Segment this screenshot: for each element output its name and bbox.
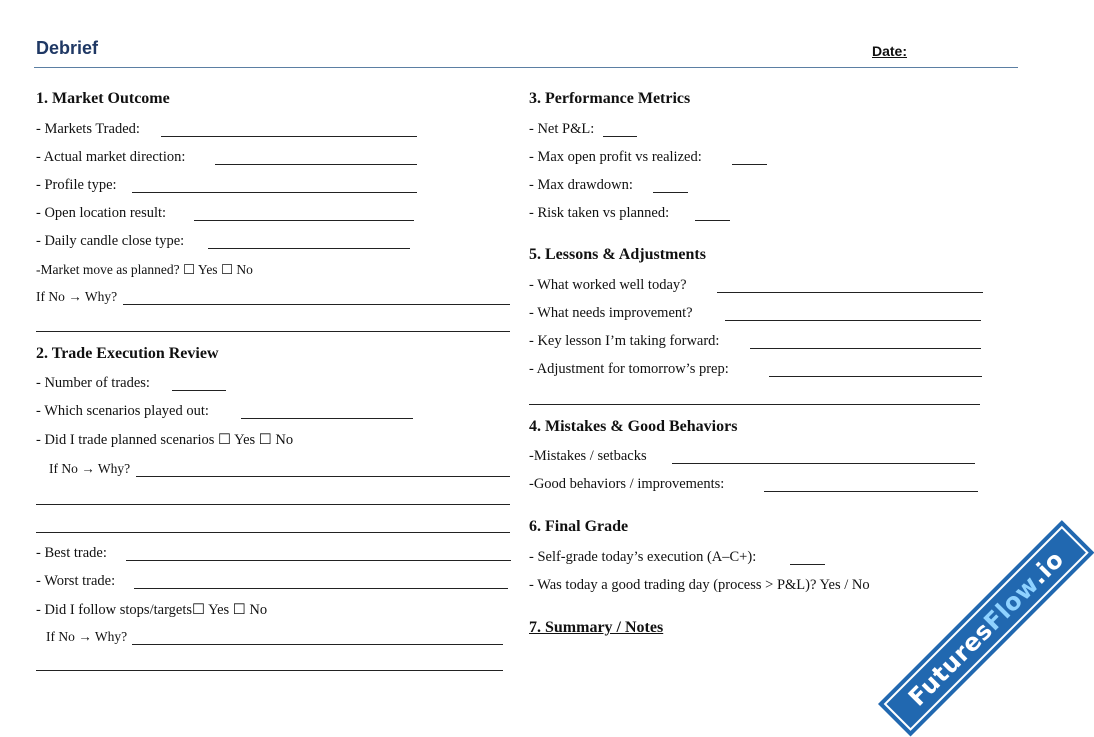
section-heading: 3. Performance Metrics bbox=[529, 90, 691, 107]
why-label: If No → Why? bbox=[36, 289, 118, 304]
why-field-continued[interactable] bbox=[36, 670, 503, 671]
watermark-ribbon bbox=[878, 545, 1070, 731]
profile-type-label: - Profile type: bbox=[36, 177, 117, 193]
daily-candle-field[interactable] bbox=[208, 248, 410, 249]
why-label: If No → Why? bbox=[49, 461, 131, 476]
section-heading: 4. Mistakes & Good Behaviors bbox=[529, 418, 738, 435]
markets-traded-field[interactable] bbox=[161, 136, 417, 137]
adjustment-label: - Adjustment for tomorrow’s prep: bbox=[529, 361, 729, 377]
market-move-planned-question[interactable]: -Market move as planned? ☐ Yes ☐ No bbox=[36, 262, 253, 277]
mistakes-field[interactable] bbox=[672, 463, 975, 464]
mistakes-label: -Mistakes / setbacks bbox=[529, 448, 647, 464]
market-direction-field[interactable] bbox=[215, 164, 417, 165]
key-lesson-label: - Key lesson I’m taking forward: bbox=[529, 333, 720, 349]
worst-trade-field[interactable] bbox=[134, 588, 508, 589]
max-open-profit-label: - Max open profit vs realized: bbox=[529, 149, 702, 165]
key-lesson-field[interactable] bbox=[750, 348, 981, 349]
date-label: Date: bbox=[872, 43, 908, 59]
needs-improvement-label: - What needs improvement? bbox=[529, 305, 693, 321]
net-pnl-label: - Net P&L: bbox=[529, 121, 595, 137]
why-field-continued[interactable] bbox=[36, 504, 510, 505]
daily-candle-label: - Daily candle close type: bbox=[36, 233, 185, 249]
good-behaviors-field[interactable] bbox=[764, 491, 978, 492]
open-location-field[interactable] bbox=[194, 220, 414, 221]
profile-type-field[interactable] bbox=[132, 192, 417, 193]
why-label: If No → Why? bbox=[46, 629, 128, 644]
section-heading: 7. Summary / Notes bbox=[529, 619, 664, 636]
why-field-continued[interactable] bbox=[36, 331, 510, 332]
section-heading: 1. Market Outcome bbox=[36, 90, 170, 107]
worked-well-label: - What worked well today? bbox=[529, 277, 687, 293]
number-of-trades-label: - Number of trades: bbox=[36, 375, 150, 391]
number-of-trades-field[interactable] bbox=[172, 390, 226, 391]
worked-well-field[interactable] bbox=[717, 292, 983, 293]
net-pnl-field[interactable] bbox=[603, 136, 637, 137]
scenarios-played-field[interactable] bbox=[241, 418, 413, 419]
good-trading-day-question[interactable]: - Was today a good trading day (process > P&L)? Yes / No bbox=[529, 577, 870, 593]
page-title: Debrief bbox=[36, 38, 99, 58]
adjustment-field[interactable] bbox=[769, 376, 982, 377]
needs-improvement-field[interactable] bbox=[725, 320, 981, 321]
markets-traded-label: - Markets Traded: bbox=[36, 121, 140, 137]
max-open-profit-field[interactable] bbox=[732, 164, 767, 165]
watermark-text: Futures Flow .io bbox=[902, 545, 1070, 712]
scenarios-played-label: - Which scenarios played out: bbox=[36, 403, 209, 419]
max-drawdown-field[interactable] bbox=[653, 192, 688, 193]
adjustment-field-continued[interactable] bbox=[529, 404, 980, 405]
planned-scenarios-question[interactable]: - Did I trade planned scenarios ☐ Yes ☐ No bbox=[36, 432, 294, 448]
good-behaviors-label: -Good behaviors / improvements: bbox=[529, 476, 725, 492]
section-heading: 5. Lessons & Adjustments bbox=[529, 246, 706, 263]
why-field[interactable] bbox=[132, 644, 503, 645]
section-heading: 2. Trade Execution Review bbox=[36, 345, 219, 362]
why-field-continued[interactable] bbox=[36, 532, 510, 533]
stops-targets-question[interactable]: - Did I follow stops/targets☐ Yes ☐ No bbox=[36, 602, 268, 618]
max-drawdown-label: - Max drawdown: bbox=[529, 177, 633, 193]
worst-trade-label: - Worst trade: bbox=[36, 573, 116, 589]
market-direction-label: - Actual market direction: bbox=[36, 149, 186, 165]
best-trade-label: - Best trade: bbox=[36, 545, 107, 561]
header-divider bbox=[34, 67, 1018, 68]
open-location-label: - Open location result: bbox=[36, 205, 167, 221]
risk-taken-label: - Risk taken vs planned: bbox=[529, 205, 670, 221]
best-trade-field[interactable] bbox=[126, 560, 511, 561]
self-grade-label: - Self-grade today’s execution (A–C+): bbox=[529, 549, 757, 565]
self-grade-field[interactable] bbox=[790, 564, 825, 565]
section-heading: 6. Final Grade bbox=[529, 518, 629, 535]
why-field[interactable] bbox=[123, 304, 510, 305]
why-field[interactable] bbox=[136, 476, 510, 477]
risk-taken-field[interactable] bbox=[695, 220, 730, 221]
